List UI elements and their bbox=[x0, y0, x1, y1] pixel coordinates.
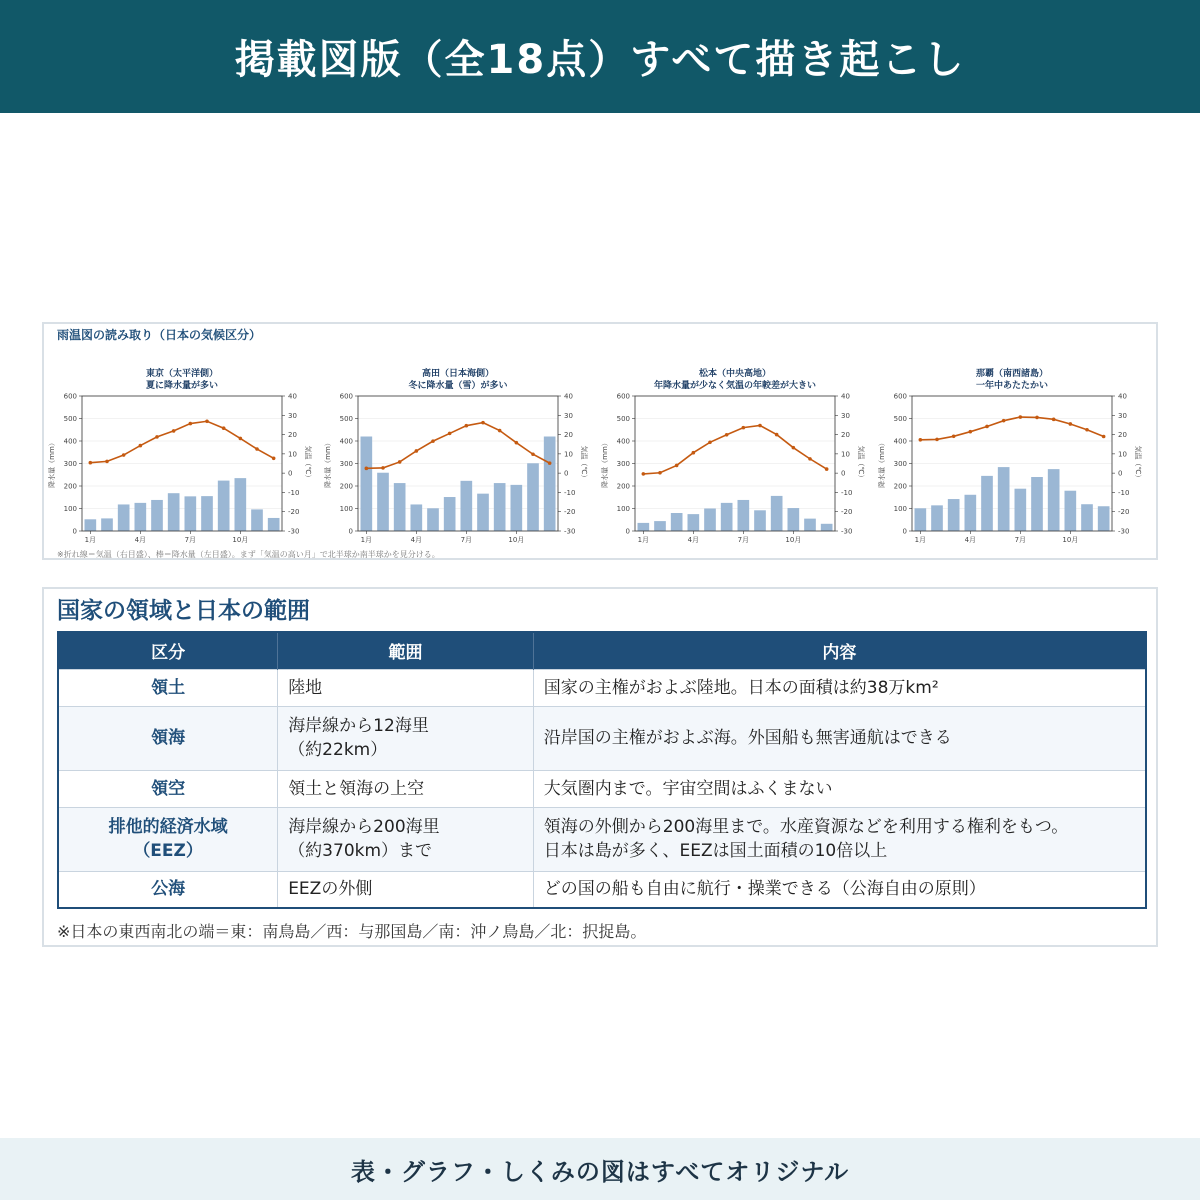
left-axis-label: 降水量（mm） bbox=[324, 439, 332, 488]
y2-tick-label: -30 bbox=[841, 527, 853, 536]
y-tick-label: 200 bbox=[63, 482, 77, 491]
precip-bar bbox=[771, 496, 783, 531]
y-tick-label: 500 bbox=[63, 415, 77, 423]
precip-bar bbox=[738, 500, 750, 531]
precip-bar bbox=[1081, 504, 1093, 531]
y-tick-label: 600 bbox=[616, 392, 630, 401]
y2-tick-label: 20 bbox=[1118, 431, 1127, 440]
temperature-point bbox=[515, 441, 519, 445]
precip-bar bbox=[135, 503, 147, 531]
y2-tick-label: 0 bbox=[288, 469, 293, 478]
temperature-point bbox=[1002, 419, 1006, 423]
y2-tick-label: 20 bbox=[841, 431, 850, 440]
precip-bar bbox=[151, 500, 163, 531]
x-tick-label: 1月 bbox=[914, 536, 927, 544]
cell-line: （EEZ） bbox=[133, 841, 203, 861]
category-cell bbox=[58, 706, 278, 770]
range-cell bbox=[278, 871, 534, 908]
category-cell bbox=[58, 669, 278, 706]
precip-bar bbox=[1048, 469, 1060, 531]
precip-bar bbox=[377, 473, 389, 531]
y-tick-label: 100 bbox=[339, 505, 353, 513]
temperature-point bbox=[1052, 418, 1056, 422]
climate-chart-panel bbox=[42, 322, 1158, 560]
climate-note: ※折れ線＝気温（右目盛）、棒＝降水量（左目盛）。まず「気温の高い月」で北半球か南半球かを見分ける。 bbox=[57, 550, 440, 559]
domain-table bbox=[57, 631, 1147, 909]
y-tick-label: 0 bbox=[902, 527, 907, 536]
y2-tick-label: 0 bbox=[1118, 469, 1123, 478]
x-tick-label: 4月 bbox=[410, 536, 423, 544]
x-tick-label: 4月 bbox=[687, 536, 700, 544]
precip-bar bbox=[361, 437, 373, 532]
temperature-point bbox=[1102, 435, 1106, 439]
y2-tick-label: 40 bbox=[288, 392, 297, 401]
y2-tick-label: -30 bbox=[288, 527, 300, 536]
x-tick-label: 10月 bbox=[1062, 536, 1079, 544]
right-axis-label: 気温（℃） bbox=[857, 445, 865, 482]
table-row bbox=[58, 669, 1146, 706]
precip-bar bbox=[218, 481, 230, 531]
temperature-point bbox=[431, 439, 435, 443]
x-tick-label: 1月 bbox=[84, 536, 97, 544]
cell-line: 領海の外側から200海里まで。水産資源などを利用する権利をもつ。 bbox=[543, 817, 1069, 837]
cell-line: （約22km） bbox=[288, 740, 388, 760]
temperature-point bbox=[725, 433, 729, 437]
cell-line: 国家の主権がおよぶ陸地。日本の面積は約38万km² bbox=[543, 677, 939, 698]
cell-line: どの国の船も自由に航行・操業できる（公海自由の原則） bbox=[543, 879, 986, 900]
cell-line: 海岸線から200海里 bbox=[288, 817, 440, 837]
right-axis-label: 気温（℃） bbox=[580, 445, 588, 482]
y2-tick-label: -10 bbox=[564, 488, 576, 497]
temperature-point bbox=[139, 444, 143, 448]
temperature-line bbox=[366, 423, 549, 469]
climate-charts bbox=[44, 324, 1156, 558]
cell-line: 日本は島が多く、EEZは国土面積の10倍以上 bbox=[543, 841, 888, 861]
precip-bar bbox=[688, 514, 700, 531]
chart-subtitle: 一年中あたたかい bbox=[975, 381, 1049, 391]
bottom-banner-text: 表・グラフ・しくみの図はすべてオリジナル bbox=[350, 1157, 850, 1186]
range-cell bbox=[278, 706, 534, 770]
y-tick-label: 600 bbox=[893, 392, 907, 401]
temperature-point bbox=[122, 453, 126, 457]
precip-bar bbox=[118, 504, 130, 531]
cell-line: EEZの外側 bbox=[288, 879, 373, 900]
temperature-point bbox=[272, 456, 276, 460]
category-cell bbox=[58, 871, 278, 908]
y-tick-label: 100 bbox=[63, 505, 77, 513]
y-tick-label: 200 bbox=[893, 482, 907, 491]
temperature-point bbox=[481, 421, 485, 425]
header-range: 範囲 bbox=[278, 632, 534, 669]
precip-bar bbox=[527, 463, 539, 531]
precip-bar bbox=[654, 521, 666, 531]
cell-line: 領土と領海の上空 bbox=[288, 778, 425, 799]
y-tick-label: 400 bbox=[616, 437, 630, 446]
content-cell bbox=[533, 770, 1146, 807]
precip-bar bbox=[201, 496, 213, 531]
temperature-point bbox=[642, 472, 646, 476]
temperature-point bbox=[89, 461, 93, 465]
domain-table-panel bbox=[42, 587, 1158, 947]
precip-bar bbox=[235, 478, 247, 531]
y-tick-label: 100 bbox=[616, 505, 630, 513]
x-tick-label: 10月 bbox=[508, 536, 525, 544]
temperature-point bbox=[365, 467, 369, 471]
y-tick-label: 0 bbox=[625, 527, 630, 536]
y2-tick-label: 30 bbox=[564, 411, 573, 420]
chart-subtitle: 冬に降水量（雪）が多い bbox=[408, 381, 508, 391]
temperature-point bbox=[985, 425, 989, 429]
content-cell bbox=[533, 706, 1146, 770]
x-tick-label: 1月 bbox=[360, 536, 373, 544]
precip-bar bbox=[461, 481, 473, 531]
content-cell bbox=[533, 669, 1146, 706]
x-tick-label: 1月 bbox=[637, 536, 650, 544]
temperature-point bbox=[205, 419, 209, 423]
temperature-point bbox=[255, 447, 259, 451]
temperature-point bbox=[775, 433, 779, 437]
temperature-point bbox=[415, 449, 419, 453]
precip-bar bbox=[411, 504, 423, 531]
x-tick-label: 4月 bbox=[134, 536, 147, 544]
y2-tick-label: -20 bbox=[288, 508, 300, 517]
precip-bar bbox=[168, 493, 180, 531]
y-tick-label: 0 bbox=[348, 527, 353, 536]
cell-line: 領空 bbox=[151, 778, 186, 799]
y2-tick-label: 30 bbox=[841, 411, 850, 420]
precip-bar bbox=[101, 518, 113, 531]
top-banner bbox=[0, 0, 1200, 113]
y2-tick-label: 0 bbox=[564, 469, 569, 478]
temperature-point bbox=[919, 438, 923, 442]
content-cell bbox=[533, 807, 1146, 871]
x-tick-label: 10月 bbox=[232, 536, 249, 544]
temperature-point bbox=[381, 466, 385, 470]
left-axis-label: 降水量（mm） bbox=[878, 439, 886, 488]
range-cell bbox=[278, 807, 534, 871]
precip-bar bbox=[931, 505, 943, 531]
header-content: 内容 bbox=[533, 632, 1146, 669]
x-tick-label: 7月 bbox=[184, 536, 197, 544]
precip-bar bbox=[85, 519, 97, 531]
temperature-point bbox=[742, 426, 746, 430]
precip-bar bbox=[821, 524, 833, 531]
temperature-point bbox=[692, 451, 696, 455]
domain-footnote: ※日本の東西南北の端＝東：南鳥島／西：与那国島／南：沖ノ鳥島／北：択捉島。 bbox=[57, 922, 647, 941]
y-tick-label: 300 bbox=[339, 460, 353, 468]
y2-tick-label: -20 bbox=[564, 508, 576, 517]
cell-line: 排他的経済水域 bbox=[108, 817, 228, 837]
y-tick-label: 600 bbox=[339, 392, 353, 401]
y-tick-label: 600 bbox=[63, 392, 77, 401]
temperature-point bbox=[1035, 416, 1039, 420]
y-tick-label: 500 bbox=[339, 415, 353, 423]
cell-line: 公海 bbox=[151, 879, 186, 900]
temperature-point bbox=[222, 426, 226, 430]
precip-bar bbox=[1031, 477, 1043, 531]
precip-bar bbox=[477, 494, 489, 531]
precip-bar bbox=[948, 499, 960, 531]
x-tick-label: 7月 bbox=[460, 536, 473, 544]
banner-title: 掲載図版（全18点）すべて描き起こし bbox=[234, 37, 966, 83]
precip-bar bbox=[965, 495, 977, 531]
precip-bar bbox=[804, 519, 816, 531]
y2-tick-label: 30 bbox=[288, 411, 297, 420]
temperature-point bbox=[498, 429, 502, 433]
left-axis-label: 降水量（mm） bbox=[48, 439, 56, 488]
y-tick-label: 200 bbox=[339, 482, 353, 491]
cell-line: 大気圏内まで。宇宙空間はふくまない bbox=[543, 778, 833, 799]
temperature-point bbox=[398, 460, 402, 464]
precip-bar bbox=[721, 503, 733, 531]
y2-tick-label: 10 bbox=[1118, 450, 1127, 459]
precip-bar bbox=[998, 467, 1010, 531]
temperature-point bbox=[792, 446, 796, 450]
table-header-row bbox=[58, 632, 1146, 669]
temperature-point bbox=[675, 464, 679, 468]
precip-bar bbox=[394, 483, 406, 531]
table-row bbox=[58, 807, 1146, 871]
right-axis-label: 気温（℃） bbox=[304, 445, 312, 482]
cell-line: 沿岸国の主権がおよぶ海。外国船も無害通航はできる bbox=[543, 728, 952, 748]
y-tick-label: 100 bbox=[893, 505, 907, 513]
temperature-point bbox=[708, 440, 712, 444]
x-tick-label: 10月 bbox=[785, 536, 802, 544]
precip-bar bbox=[1098, 506, 1110, 531]
temperature-point bbox=[172, 429, 176, 433]
table-row bbox=[58, 770, 1146, 807]
temperature-point bbox=[155, 435, 159, 439]
chart-subtitle: 夏に降水量が多い bbox=[145, 381, 219, 391]
temperature-point bbox=[239, 437, 243, 441]
table-row bbox=[58, 706, 1146, 770]
content-cell bbox=[533, 871, 1146, 908]
temperature-line bbox=[920, 417, 1103, 440]
precip-bar bbox=[185, 496, 197, 531]
y-tick-label: 200 bbox=[616, 482, 630, 491]
y2-tick-label: 10 bbox=[841, 450, 850, 459]
y2-tick-label: 30 bbox=[1118, 411, 1127, 420]
y2-tick-label: 10 bbox=[288, 450, 297, 459]
y-tick-label: 300 bbox=[616, 460, 630, 468]
y2-tick-label: -10 bbox=[288, 488, 300, 497]
category-cell bbox=[58, 807, 278, 871]
precip-bar bbox=[704, 509, 716, 532]
temperature-line bbox=[643, 426, 826, 474]
range-cell bbox=[278, 770, 534, 807]
y2-tick-label: 10 bbox=[564, 450, 573, 459]
header-category: 区分 bbox=[58, 632, 278, 669]
temperature-point bbox=[548, 461, 552, 465]
y-tick-label: 300 bbox=[63, 460, 77, 468]
precip-bar bbox=[268, 518, 280, 531]
y2-tick-label: -10 bbox=[841, 488, 853, 497]
precip-bar bbox=[427, 508, 439, 531]
temperature-point bbox=[448, 432, 452, 436]
y2-tick-label: 20 bbox=[564, 431, 573, 440]
x-tick-label: 7月 bbox=[737, 536, 750, 544]
precip-bar bbox=[544, 437, 556, 532]
precip-bar bbox=[511, 485, 523, 531]
y2-tick-label: 40 bbox=[1118, 392, 1127, 401]
cell-line: 領海 bbox=[151, 728, 186, 748]
range-cell bbox=[278, 669, 534, 706]
chart-title: 那覇（南西諸島） bbox=[975, 369, 1049, 379]
chart-title: 松本（中央高地） bbox=[698, 369, 772, 379]
table-row bbox=[58, 871, 1146, 908]
precip-bar bbox=[494, 483, 506, 531]
category-cell bbox=[58, 770, 278, 807]
y2-tick-label: 40 bbox=[564, 392, 573, 401]
y2-tick-label: -30 bbox=[1118, 527, 1130, 536]
precip-bar bbox=[444, 497, 456, 531]
left-axis-label: 降水量（mm） bbox=[601, 439, 609, 488]
y2-tick-label: -20 bbox=[841, 508, 853, 517]
precip-bar bbox=[981, 476, 993, 531]
bottom-banner bbox=[0, 1138, 1200, 1200]
temperature-point bbox=[952, 435, 956, 439]
temperature-point bbox=[969, 430, 973, 434]
precip-bar bbox=[638, 523, 650, 531]
chart-title: 高田（日本海側） bbox=[421, 369, 495, 379]
domain-panel-title: 国家の領域と日本の範囲 bbox=[57, 598, 310, 624]
precip-bar bbox=[671, 513, 683, 531]
chart-subtitle: 年降水量が少なく気温の年較差が大きい bbox=[653, 381, 817, 391]
y2-tick-label: 20 bbox=[288, 431, 297, 440]
y2-tick-label: 0 bbox=[841, 469, 846, 478]
y2-tick-label: 40 bbox=[841, 392, 850, 401]
y-tick-label: 400 bbox=[63, 437, 77, 446]
x-tick-label: 4月 bbox=[964, 536, 977, 544]
temperature-point bbox=[935, 438, 939, 442]
chart-title: 東京（太平洋側） bbox=[145, 369, 219, 379]
temperature-point bbox=[1069, 422, 1073, 426]
temperature-point bbox=[1085, 428, 1089, 432]
temperature-point bbox=[531, 452, 535, 456]
precip-bar bbox=[915, 508, 927, 531]
temperature-point bbox=[758, 424, 762, 428]
temperature-point bbox=[1019, 415, 1023, 419]
climate-panel-title: 雨温図の読み取り（日本の気候区分） bbox=[57, 328, 262, 342]
temperature-point bbox=[465, 424, 469, 428]
temperature-point bbox=[658, 471, 662, 475]
temperature-point bbox=[189, 422, 193, 426]
precip-bar bbox=[754, 510, 766, 531]
x-tick-label: 7月 bbox=[1014, 536, 1027, 544]
y-tick-label: 400 bbox=[893, 437, 907, 446]
y-tick-label: 300 bbox=[893, 460, 907, 468]
temperature-line bbox=[90, 421, 273, 462]
right-axis-label: 気温（℃） bbox=[1134, 445, 1142, 482]
temperature-point bbox=[825, 467, 829, 471]
precip-bar bbox=[1065, 491, 1077, 531]
y-tick-label: 500 bbox=[893, 415, 907, 423]
precip-bar bbox=[788, 508, 800, 531]
temperature-point bbox=[808, 457, 812, 461]
y2-tick-label: -10 bbox=[1118, 488, 1130, 497]
precip-bar bbox=[251, 509, 263, 531]
cell-line: （約370km）まで bbox=[288, 841, 433, 861]
cell-line: 領土 bbox=[151, 677, 186, 698]
y2-tick-label: -30 bbox=[564, 527, 576, 536]
y-tick-label: 500 bbox=[616, 415, 630, 423]
y-tick-label: 0 bbox=[72, 527, 77, 536]
temperature-point bbox=[105, 460, 109, 464]
cell-line: 海岸線から12海里 bbox=[288, 716, 429, 736]
cell-line: 陸地 bbox=[288, 677, 323, 698]
y-tick-label: 400 bbox=[339, 437, 353, 446]
y2-tick-label: -20 bbox=[1118, 508, 1130, 517]
precip-bar bbox=[1015, 489, 1027, 531]
